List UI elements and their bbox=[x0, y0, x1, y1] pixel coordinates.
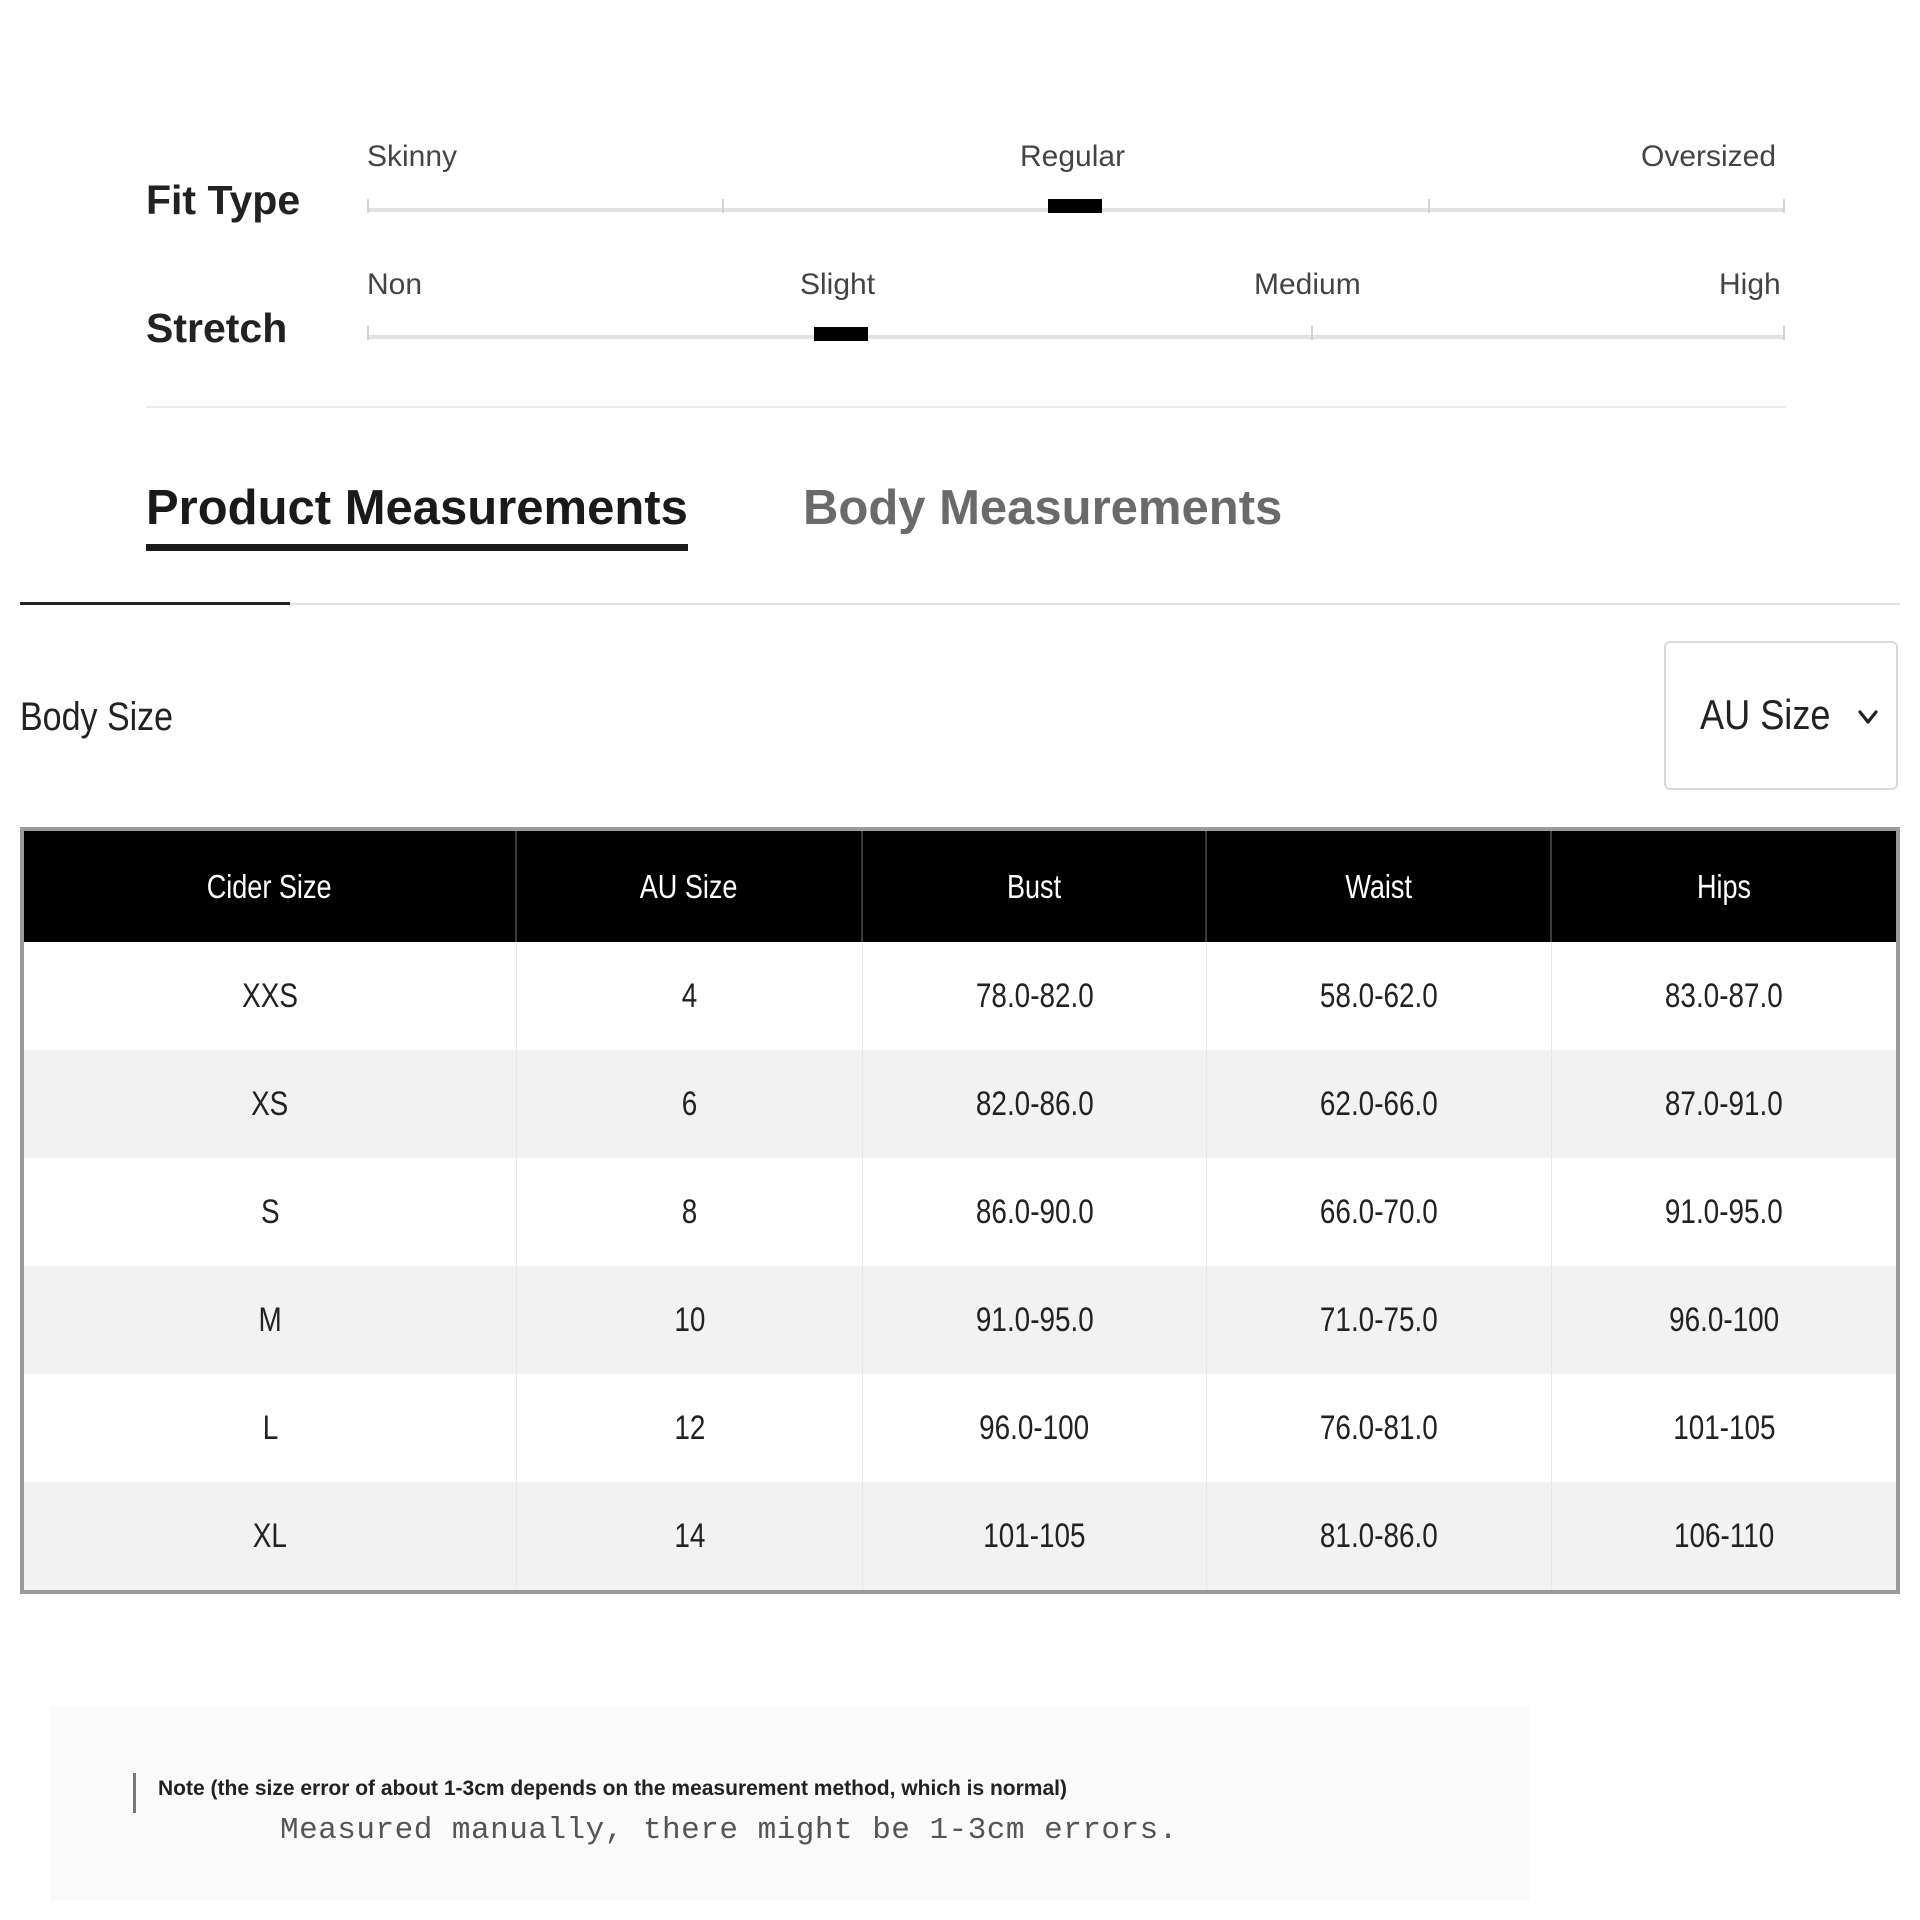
header-hips bbox=[1552, 831, 1896, 942]
cell-au-size bbox=[517, 1482, 863, 1590]
cell-waist bbox=[1207, 942, 1552, 1050]
cell-text: XL bbox=[252, 1517, 288, 1555]
cell-bust bbox=[863, 1374, 1207, 1482]
table-header-row bbox=[24, 831, 1896, 942]
cell-hips bbox=[1552, 1266, 1896, 1374]
cell-au-size bbox=[517, 942, 863, 1050]
cell-au-size bbox=[517, 1374, 863, 1482]
cell-text: L bbox=[262, 1409, 278, 1447]
cell-text: 82.0-86.0 bbox=[975, 1085, 1094, 1123]
cell-cider-size bbox=[24, 1266, 517, 1374]
cell-text: S bbox=[260, 1193, 280, 1231]
table-row bbox=[24, 942, 1896, 1050]
header-waist bbox=[1207, 831, 1552, 942]
section-divider bbox=[146, 406, 1786, 408]
size-table bbox=[20, 827, 1900, 1594]
header-cider-size bbox=[24, 831, 517, 942]
stretch-track bbox=[367, 335, 1785, 339]
fit-label-oversized: Oversized bbox=[1641, 140, 1777, 173]
cell-text: 91.0-95.0 bbox=[975, 1301, 1094, 1339]
cell-text: 96.0-100 bbox=[979, 1409, 1090, 1447]
cell-text: 4 bbox=[681, 977, 698, 1015]
stretch-tick bbox=[1783, 326, 1785, 340]
cell-hips bbox=[1552, 1482, 1896, 1590]
note-box bbox=[50, 1706, 1530, 1900]
cell-text: 86.0-90.0 bbox=[975, 1193, 1094, 1231]
cell-waist bbox=[1207, 1266, 1552, 1374]
cell-au-size bbox=[517, 1050, 863, 1158]
cell-waist bbox=[1207, 1050, 1552, 1158]
stretch-label-high: High bbox=[1719, 268, 1781, 301]
size-system-dropdown[interactable] bbox=[1664, 641, 1898, 790]
cell-text: 76.0-81.0 bbox=[1320, 1409, 1438, 1447]
stretch-tick bbox=[1311, 326, 1313, 340]
cell-hips bbox=[1552, 1374, 1896, 1482]
fit-type-tick bbox=[722, 199, 724, 213]
cell-cider-size bbox=[24, 1158, 517, 1266]
header-label: AU Size bbox=[640, 868, 738, 905]
cell-waist bbox=[1207, 1482, 1552, 1590]
cell-text: 6 bbox=[681, 1085, 698, 1123]
cell-text: 14 bbox=[673, 1517, 706, 1555]
tab-product-measurements[interactable]: Product Measurements bbox=[146, 480, 688, 551]
cell-text: 8 bbox=[681, 1193, 698, 1231]
cell-text: 12 bbox=[673, 1409, 706, 1447]
cell-hips bbox=[1552, 942, 1896, 1050]
cell-text: 66.0-70.0 bbox=[1320, 1193, 1438, 1231]
fit-label-regular: Regular bbox=[1020, 140, 1126, 173]
cell-text: 106-110 bbox=[1673, 1517, 1775, 1555]
table-row bbox=[24, 1266, 1896, 1374]
fit-type-tick bbox=[367, 199, 369, 213]
fit-label-skinny: Skinny bbox=[367, 140, 458, 173]
fit-type-marker bbox=[1048, 199, 1102, 213]
cell-cider-size bbox=[24, 1050, 517, 1158]
cell-cider-size bbox=[24, 942, 517, 1050]
table-row bbox=[24, 1374, 1896, 1482]
cell-au-size bbox=[517, 1158, 863, 1266]
tabs-divider bbox=[20, 603, 1900, 605]
note-text: Note (the size error of about 1-3cm depends on the measurement method, which is normal) bbox=[158, 1777, 1067, 1800]
header-label: Waist bbox=[1345, 868, 1412, 905]
table-row bbox=[24, 1050, 1896, 1158]
cell-text: XS bbox=[251, 1085, 289, 1123]
cell-text: 71.0-75.0 bbox=[1320, 1301, 1438, 1339]
header-label: Hips bbox=[1696, 868, 1752, 905]
cell-bust bbox=[863, 1266, 1207, 1374]
cell-text: 87.0-91.0 bbox=[1665, 1085, 1783, 1123]
header-label: Cider Size bbox=[207, 868, 332, 905]
cell-hips bbox=[1552, 1158, 1896, 1266]
cell-bust bbox=[863, 1482, 1207, 1590]
cell-text: 101-105 bbox=[1672, 1409, 1776, 1447]
stretch-marker bbox=[814, 327, 868, 341]
cell-bust bbox=[863, 1050, 1207, 1158]
table-row bbox=[24, 1482, 1896, 1590]
cell-text: 91.0-95.0 bbox=[1665, 1193, 1783, 1231]
stretch-label-medium: Medium bbox=[1254, 268, 1361, 301]
tabs-indicator bbox=[20, 602, 290, 605]
header-au-size bbox=[517, 831, 863, 942]
cell-waist bbox=[1207, 1374, 1552, 1482]
stretch-label-non: Non bbox=[367, 268, 423, 301]
cell-text: 10 bbox=[673, 1301, 706, 1339]
cell-text: 83.0-87.0 bbox=[1665, 977, 1783, 1015]
cell-text: 78.0-82.0 bbox=[975, 977, 1094, 1015]
fit-type-tick bbox=[1783, 199, 1785, 213]
cell-text: 58.0-62.0 bbox=[1320, 977, 1438, 1015]
stretch-label-slight: Slight bbox=[800, 268, 876, 301]
cell-cider-size bbox=[24, 1482, 517, 1590]
cell-au-size bbox=[517, 1266, 863, 1374]
header-bust bbox=[863, 831, 1207, 942]
cell-waist bbox=[1207, 1158, 1552, 1266]
cell-hips bbox=[1552, 1050, 1896, 1158]
header-label: Bust bbox=[1006, 868, 1062, 905]
cell-bust bbox=[863, 942, 1207, 1050]
cell-text: 81.0-86.0 bbox=[1320, 1517, 1438, 1555]
body-size-label: Body Size bbox=[20, 695, 174, 739]
dropdown-selected-value: AU Size bbox=[1700, 691, 1831, 738]
chevron-down-icon bbox=[1854, 703, 1882, 731]
tab-body-measurements[interactable]: Body Measurements bbox=[803, 481, 1283, 535]
cell-text: M bbox=[258, 1301, 282, 1339]
fit-type-tick bbox=[1428, 199, 1430, 213]
cell-cider-size bbox=[24, 1374, 517, 1482]
cell-bust bbox=[863, 1158, 1207, 1266]
table-row bbox=[24, 1158, 1896, 1266]
stretch-title: Stretch bbox=[146, 305, 288, 351]
note-accent-bar bbox=[133, 1773, 136, 1813]
cell-text: 101-105 bbox=[983, 1517, 1086, 1555]
stretch-tick bbox=[367, 326, 369, 340]
cell-text: 96.0-100 bbox=[1668, 1301, 1780, 1339]
cell-text: 62.0-66.0 bbox=[1320, 1085, 1438, 1123]
note-subtext: Measured manually, there might be 1-3cm errors. bbox=[280, 1813, 1178, 1848]
fit-type-title: Fit Type bbox=[146, 177, 301, 223]
cell-text: XXS bbox=[242, 977, 298, 1015]
